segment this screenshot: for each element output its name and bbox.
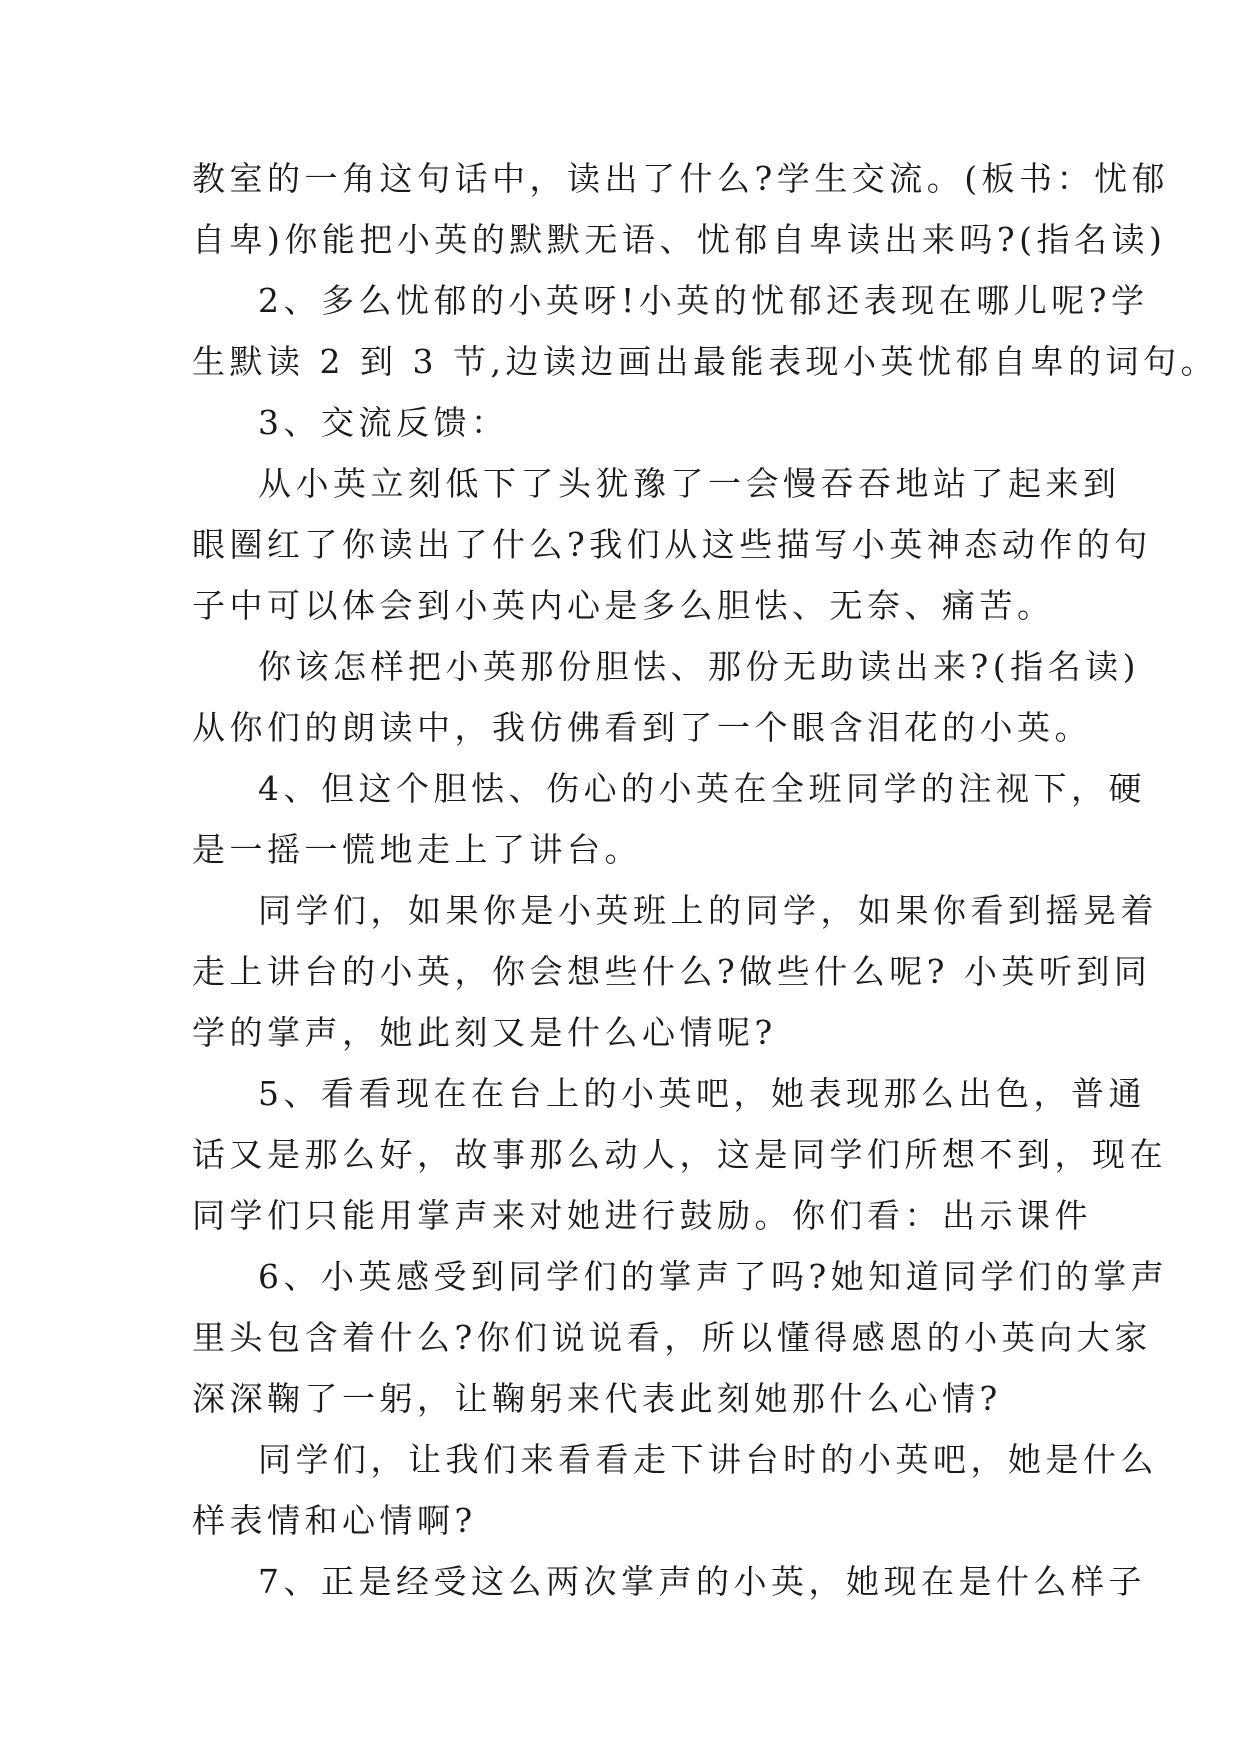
text-line: 6、小英感受到同学们的掌声了吗?她知道同学们的掌声	[258, 1257, 1169, 1296]
text-line: 同学们，如果你是小英班上的同学，如果你看到摇晃着	[258, 891, 1158, 930]
text-line: 样表情和心情啊?	[192, 1501, 477, 1540]
text-line: 5、看看现在在台上的小英吧，她表现那么出色，普通	[258, 1074, 1146, 1113]
text-line: 里头包含着什么?你们说说看，所以懂得感恩的小英向大家	[192, 1318, 1152, 1357]
text-line: 教室的一角这句话中，读出了什么?学生交流。(板书：忧郁	[192, 159, 1170, 198]
text-line: 从你们的朗读中，我仿佛看到了一个眼含泪花的小英。	[192, 708, 1092, 747]
text-line: 是一摇一慌地走上了讲台。	[192, 830, 642, 869]
text-line: 7、正是经受这么两次掌声的小英，她现在是什么样子	[258, 1562, 1146, 1601]
text-line: 生默读 2 到 3 节,边读边画出最能表现小英忧郁自卑的词句。	[192, 342, 1218, 381]
text-line: 4、但这个胆怯、伤心的小英在全班同学的注视下，硬	[258, 769, 1146, 808]
text-line: 同学们，让我们来看看走下讲台时的小英吧，她是什么	[258, 1440, 1158, 1479]
text-line: 深深鞠了一躬，让鞠躬来代表此刻她那什么心情?	[192, 1379, 1002, 1418]
text-line: 学的掌声，她此刻又是什么心情呢?	[192, 1013, 777, 1052]
text-line: 眼圈红了你读出了什么?我们从这些描写小英神态动作的句	[192, 525, 1152, 564]
text-line: 自卑)你能把小英的默默无语、忧郁自卑读出来吗?(指名读)	[192, 220, 1167, 259]
text-line: 走上讲台的小英，你会想些什么?做些什么呢? 小英听到同	[192, 952, 1152, 991]
document-body	[192, 148, 1218, 1612]
text-line: 话又是那么好，故事那么动人，这是同学们所想不到，现在	[192, 1135, 1167, 1174]
text-line: 子中可以体会到小英内心是多么胆怯、无奈、痛苦。	[192, 586, 1055, 625]
text-line: 2、多么忧郁的小英呀!小英的忧郁还表现在哪儿呢?学	[258, 281, 1149, 320]
text-line: 从小英立刻低下了头犹豫了一会慢吞吞地站了起来到	[258, 464, 1121, 503]
text-line: 3、交流反馈：	[258, 403, 509, 442]
text-line: 你该怎样把小英那份胆怯、那份无助读出来?(指名读)	[258, 647, 1140, 686]
text-line: 同学们只能用掌声来对她进行鼓励。你们看：出示课件	[192, 1196, 1092, 1235]
